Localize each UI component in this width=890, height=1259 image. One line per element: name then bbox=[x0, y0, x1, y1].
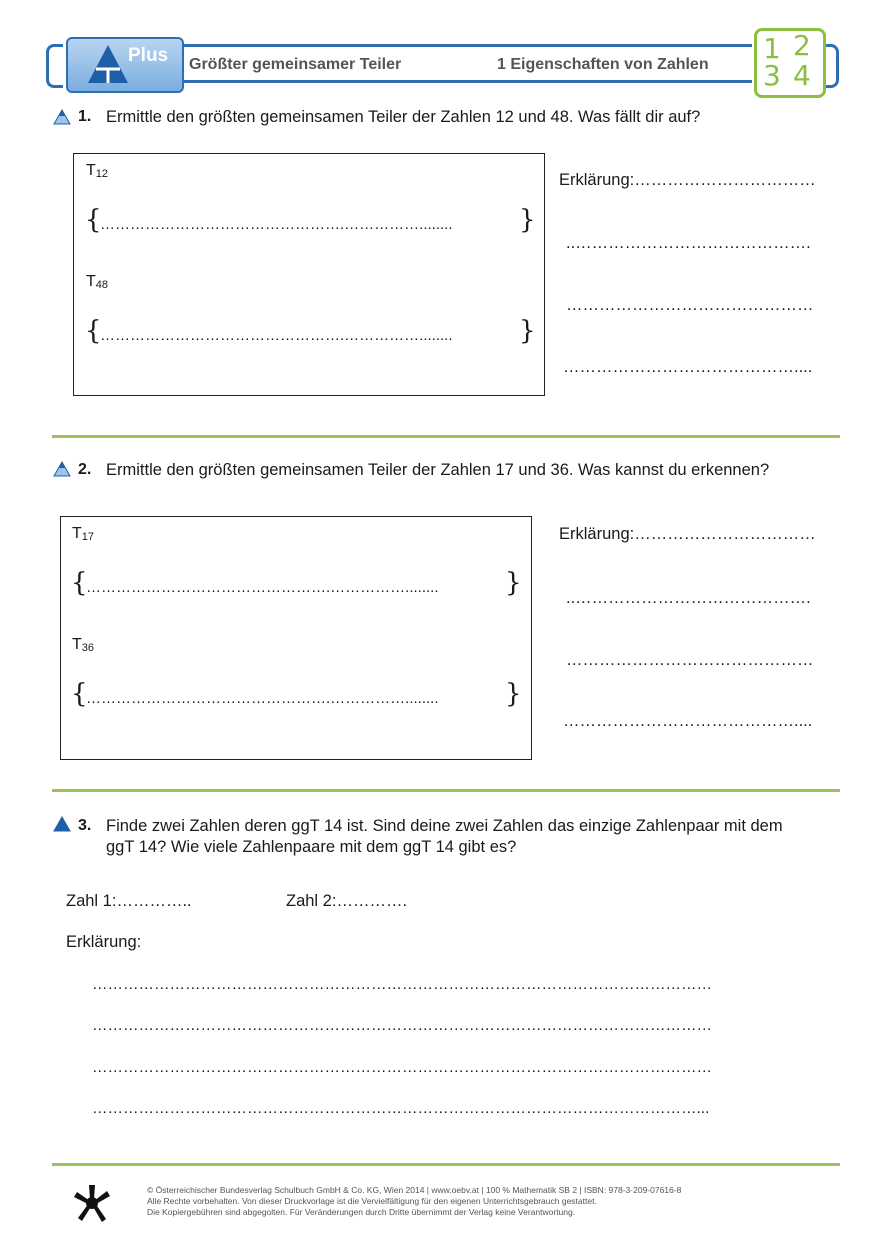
task-1-answer-box bbox=[73, 153, 545, 396]
brace-open: { bbox=[85, 316, 102, 346]
task-2-fill-a[interactable]: ………………………………………….……………........ bbox=[86, 579, 439, 596]
task-1-label-b: $T_{48}$ bbox=[86, 273, 109, 291]
task-1-fill-a[interactable]: ………………………………………….……………........ bbox=[100, 216, 453, 233]
task-2-label-a: $T_{17}$ bbox=[72, 525, 95, 543]
task-3-text-line-1: Finde zwei Zahlen deren ggT 14 ist. Sind deine zwei Zahlen das einzige Zahlenpaar mit dem bbox=[106, 817, 783, 835]
difficulty-pyramid-icon bbox=[53, 816, 71, 832]
section-divider bbox=[52, 789, 840, 792]
zahl-2-field[interactable]: Zahl 2:…………. bbox=[286, 892, 408, 910]
header-bracket-left bbox=[46, 44, 63, 88]
difficulty-pyramid-icon bbox=[53, 461, 71, 477]
task-1-explanation: Erklärung:…………………………… bbox=[559, 171, 816, 189]
task-1-explanation-line-4[interactable]: …………………………………….... bbox=[563, 358, 813, 376]
task-3-explanation-label: Erklärung: bbox=[66, 933, 142, 951]
badge-digit-4: 4 bbox=[793, 59, 811, 92]
footer-copyright bbox=[147, 1185, 767, 1218]
badge-digit-3: 3 bbox=[763, 59, 781, 92]
task-3-answer-line-3[interactable]: ………………………………………………………………………………………………………… bbox=[92, 1059, 712, 1076]
footer-divider bbox=[52, 1163, 840, 1166]
numbers-badge bbox=[754, 28, 826, 98]
task-2-explanation: Erklärung:…………………………… bbox=[559, 525, 816, 543]
section-divider bbox=[52, 435, 840, 438]
brace-close: } bbox=[519, 316, 536, 346]
page-title: Größter gemeinsamer Teiler bbox=[189, 56, 402, 73]
task-1-explanation-line-3[interactable]: ……………………………………… bbox=[566, 296, 814, 314]
task-3-answer-line-4[interactable]: ………………………………………………………………………………………………………... bbox=[92, 1100, 710, 1117]
logo-text: Plus bbox=[128, 45, 169, 66]
task-2-explanation-line-4[interactable]: …………………………………….... bbox=[563, 712, 813, 730]
task-3-answer-line-2[interactable]: ………………………………………………………………………………………………………… bbox=[92, 1017, 712, 1034]
task-2-explanation-line-3[interactable]: ……………………………………… bbox=[566, 651, 814, 669]
header-rule-top bbox=[180, 44, 752, 47]
footer-line-3: Die Kopiergebühren sind abgegolten. Für Veränderungen durch Dritte übernimmt der Verlag keine Verantwortung. bbox=[147, 1207, 576, 1217]
task-2-label-b: $T_{36}$ bbox=[72, 636, 95, 654]
task-1-fill-b[interactable]: ………………………………………….……………........ bbox=[100, 327, 453, 344]
task-2-fill-b[interactable]: ………………………………………….……………........ bbox=[86, 690, 439, 707]
task-2-text: Ermittle den größten gemeinsamen Teiler der Zahlen 17 und 36. Was kannst du erkennen? bbox=[106, 461, 770, 479]
task-1-text: Ermittle den größten gemeinsamen Teiler der Zahlen 12 und 48. Was fällt dir auf? bbox=[106, 108, 701, 126]
brace-close: } bbox=[519, 205, 536, 235]
task-1-label-a: $T_{12}$ bbox=[86, 162, 109, 180]
brace-close: } bbox=[505, 679, 522, 709]
task-1-explanation-line-1[interactable]: …………………………… bbox=[634, 171, 816, 189]
task-2-explanation-line-2[interactable]: ..……………………………………. bbox=[566, 589, 811, 607]
badge-digit-1: 1 bbox=[763, 32, 781, 65]
publisher-logo-icon bbox=[72, 1183, 112, 1223]
brace-open: { bbox=[71, 679, 88, 709]
task-2-number: 2. bbox=[78, 461, 92, 478]
chapter-title: 1 Eigenschaften von Zahlen bbox=[497, 56, 709, 73]
pyramid-logo-icon bbox=[86, 43, 130, 85]
footer-line-2: Alle Rechte vorbehalten. Von dieser Druckvorlage ist die Vervielfältigung für den eigenen Unterrichtsgebrauch gestattet. bbox=[147, 1196, 597, 1206]
task-3-text-line-2: ggT 14? Wie viele Zahlenpaare mit dem ggT 14 gibt es? bbox=[106, 838, 517, 856]
zahl-1-field[interactable]: Zahl 1:………….. bbox=[66, 892, 192, 910]
badge-digit-2: 2 bbox=[793, 29, 811, 62]
brace-close: } bbox=[505, 568, 522, 598]
task-1-number: 1. bbox=[78, 108, 92, 125]
header-rule-bottom bbox=[180, 80, 752, 83]
footer-line-1: © Österreichischer Bundesverlag Schulbuch GmbH & Co. KG, Wien 2014 | www.oebv.at | 100 % Mathematik SB 2 | ISBN: 978-3-209-07616-8 bbox=[147, 1185, 682, 1195]
task-2-explanation-line-1[interactable]: …………………………… bbox=[634, 525, 816, 543]
task-3-number: 3. bbox=[78, 817, 92, 834]
plus-logo bbox=[66, 37, 184, 93]
task-2-answer-box bbox=[60, 516, 532, 760]
task-3-answer-line-1[interactable]: ………………………………………………………………………………………………………… bbox=[92, 976, 712, 993]
task-1-explanation-line-2[interactable]: ..……………………………………. bbox=[566, 234, 811, 252]
brace-open: { bbox=[85, 205, 102, 235]
difficulty-pyramid-icon bbox=[53, 109, 71, 125]
brace-open: { bbox=[71, 568, 88, 598]
